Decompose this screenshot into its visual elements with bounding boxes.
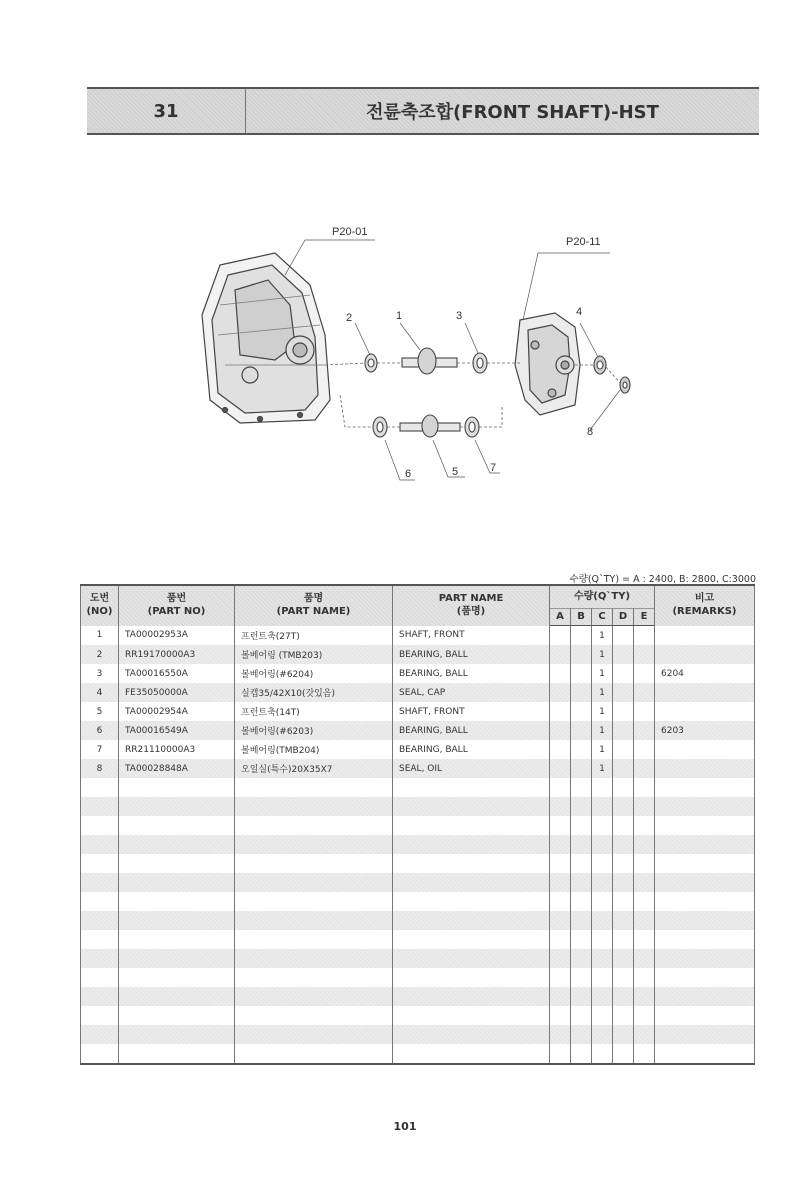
cell-qa (550, 626, 571, 646)
cell-name-en (393, 816, 550, 835)
cell-part-no: TA00016550A (119, 664, 235, 683)
cell-qc (592, 854, 613, 873)
cell-qd (613, 626, 634, 646)
cell-part-no (119, 1044, 235, 1064)
cell-qe (634, 740, 655, 759)
cell-qa (550, 1006, 571, 1025)
cell-qe (634, 911, 655, 930)
cell-qc: 1 (592, 702, 613, 721)
cell-qa (550, 683, 571, 702)
cell-name-en: BEARING, BALL (393, 664, 550, 683)
cell-name-ko (235, 778, 393, 797)
cell-name-ko (235, 1006, 393, 1025)
cell-qe (634, 854, 655, 873)
cell-qc (592, 835, 613, 854)
cell-qb (571, 721, 592, 740)
cell-qa (550, 949, 571, 968)
table-row (81, 797, 755, 816)
cell-name-ko: 볼베어링(#6203) (235, 721, 393, 740)
cell-qa (550, 816, 571, 835)
cell-qa (550, 778, 571, 797)
cell-remarks: 6203 (655, 721, 755, 740)
upper-shaft-assembly (365, 348, 487, 374)
cell-part-no: RR19170000A3 (119, 645, 235, 664)
cell-qb (571, 968, 592, 987)
cell-qe (634, 645, 655, 664)
cell-qb (571, 740, 592, 759)
table-row (81, 740, 755, 759)
cell-remarks (655, 645, 755, 664)
cell-part-no (119, 930, 235, 949)
cell-remarks (655, 1025, 755, 1044)
header-qty-d: D (613, 609, 634, 626)
cell-qc (592, 1006, 613, 1025)
cell-qe (634, 797, 655, 816)
table-row (81, 721, 755, 740)
cell-qc: 1 (592, 683, 613, 702)
cell-qc (592, 1044, 613, 1064)
cell-qb (571, 892, 592, 911)
cell-part-no: TA00016549A (119, 721, 235, 740)
cell-qd (613, 987, 634, 1006)
cell-name-ko (235, 949, 393, 968)
parts-table (80, 584, 755, 1065)
cell-no (81, 968, 119, 987)
cell-qe (634, 835, 655, 854)
header-qty-a: A (550, 609, 571, 626)
cell-name-en: BEARING, BALL (393, 645, 550, 664)
cell-remarks (655, 759, 755, 778)
cell-name-en (393, 873, 550, 892)
cell-name-en (393, 949, 550, 968)
cell-name-ko (235, 968, 393, 987)
header-qty-b: B (571, 609, 592, 626)
cell-name-en (393, 854, 550, 873)
cell-qd (613, 835, 634, 854)
cell-qd (613, 721, 634, 740)
cell-no (81, 892, 119, 911)
cell-name-en: BEARING, BALL (393, 740, 550, 759)
section-title: 전륜축조합(FRONT SHAFT)-HST (366, 102, 659, 123)
cell-qd (613, 930, 634, 949)
cell-part-no (119, 778, 235, 797)
cell-qa (550, 835, 571, 854)
cell-qb (571, 816, 592, 835)
cell-qe (634, 778, 655, 797)
cell-qd (613, 797, 634, 816)
cell-qd (613, 759, 634, 778)
table-row (81, 645, 755, 664)
cell-qa (550, 759, 571, 778)
cell-name-en (393, 797, 550, 816)
cell-name-ko: 프런트축(14T) (235, 702, 393, 721)
cell-no (81, 911, 119, 930)
cell-qb (571, 702, 592, 721)
cell-qc: 1 (592, 664, 613, 683)
cell-qc (592, 949, 613, 968)
cell-name-ko: 오일실(특수)20X35X7 (235, 759, 393, 778)
cell-qb (571, 911, 592, 930)
cell-remarks (655, 797, 755, 816)
cell-name-en (393, 778, 550, 797)
cell-qe (634, 721, 655, 740)
cell-qc (592, 968, 613, 987)
cell-name-ko: 볼베어링 (TMB203) (235, 645, 393, 664)
cell-remarks (655, 778, 755, 797)
cell-qb (571, 1006, 592, 1025)
cell-qc (592, 911, 613, 930)
cell-name-ko: 볼베어링(TMB204) (235, 740, 393, 759)
cell-no (81, 987, 119, 1006)
cell-part-no (119, 873, 235, 892)
label-6: 6 (405, 468, 412, 480)
cell-qa (550, 854, 571, 873)
cell-no: 2 (81, 645, 119, 664)
cell-qa (550, 645, 571, 664)
table-row (81, 1025, 755, 1044)
cell-qd (613, 911, 634, 930)
header-part-name-en: PART NAME (품명) (393, 585, 550, 626)
cell-part-no: TA00002953A (119, 626, 235, 646)
cell-name-ko (235, 930, 393, 949)
label-4: 4 (576, 306, 583, 318)
cell-name-en: SEAL, CAP (393, 683, 550, 702)
cell-qa (550, 797, 571, 816)
cell-no (81, 1025, 119, 1044)
cell-no: 7 (81, 740, 119, 759)
cell-qc (592, 797, 613, 816)
cell-name-en: SHAFT, FRONT (393, 626, 550, 646)
cell-remarks (655, 873, 755, 892)
cell-remarks (655, 892, 755, 911)
cell-name-ko (235, 1044, 393, 1064)
cell-qb (571, 664, 592, 683)
cell-qc (592, 816, 613, 835)
cell-qc (592, 930, 613, 949)
cell-qd (613, 1006, 634, 1025)
cell-qe (634, 873, 655, 892)
cell-name-en (393, 1006, 550, 1025)
cell-qb (571, 1025, 592, 1044)
label-2: 2 (346, 312, 353, 324)
label-p20-11: P20-11 (566, 236, 601, 248)
cell-no (81, 797, 119, 816)
cell-part-no (119, 911, 235, 930)
cell-remarks (655, 740, 755, 759)
cell-name-ko (235, 1025, 393, 1044)
cell-qe (634, 816, 655, 835)
cell-name-en: SHAFT, FRONT (393, 702, 550, 721)
cell-no (81, 873, 119, 892)
cell-qb (571, 949, 592, 968)
page-number: 101 (393, 1120, 417, 1133)
cell-name-ko (235, 987, 393, 1006)
cell-remarks (655, 816, 755, 835)
cell-qe (634, 1044, 655, 1064)
cell-name-ko (235, 835, 393, 854)
cell-qc (592, 778, 613, 797)
table-row (81, 968, 755, 987)
cell-part-no (119, 854, 235, 873)
label-1: 1 (396, 310, 403, 322)
cell-qd (613, 664, 634, 683)
cell-qe (634, 683, 655, 702)
cell-qb (571, 854, 592, 873)
cell-qb (571, 645, 592, 664)
cell-qb (571, 797, 592, 816)
cell-qa (550, 1025, 571, 1044)
cell-part-no (119, 1006, 235, 1025)
cell-qd (613, 1025, 634, 1044)
cell-qa (550, 930, 571, 949)
cell-name-ko (235, 873, 393, 892)
cell-part-no (119, 968, 235, 987)
cell-name-en: BEARING, BALL (393, 721, 550, 740)
cell-no: 4 (81, 683, 119, 702)
cell-qb (571, 626, 592, 646)
label-p20-01: P20-01 (332, 226, 368, 238)
cell-qa (550, 892, 571, 911)
label-5: 5 (452, 466, 459, 478)
cell-qa (550, 740, 571, 759)
cell-qd (613, 645, 634, 664)
table-row (81, 873, 755, 892)
cell-qc: 1 (592, 759, 613, 778)
cell-name-en: SEAL, OIL (393, 759, 550, 778)
section-number: 31 (87, 89, 246, 133)
cell-qa (550, 664, 571, 683)
quantity-note: 수량(Q`TY) = A : 2400, B: 2800, C:3000 (569, 574, 756, 585)
cell-remarks (655, 1006, 755, 1025)
header-part-name-ko: 품명 (PART NAME) (235, 585, 393, 626)
cell-qc: 1 (592, 645, 613, 664)
cell-qa (550, 968, 571, 987)
cell-qe (634, 987, 655, 1006)
cell-qd (613, 702, 634, 721)
cell-qe (634, 930, 655, 949)
cell-qe (634, 1006, 655, 1025)
cell-qa (550, 987, 571, 1006)
cell-remarks (655, 968, 755, 987)
cell-qa (550, 702, 571, 721)
cell-name-ko (235, 816, 393, 835)
cell-name-ko (235, 911, 393, 930)
cell-qe (634, 968, 655, 987)
cell-qb (571, 778, 592, 797)
cell-no: 3 (81, 664, 119, 683)
cell-remarks: 6204 (655, 664, 755, 683)
label-8: 8 (587, 426, 594, 438)
cell-part-no (119, 797, 235, 816)
cell-qe (634, 892, 655, 911)
cell-no (81, 778, 119, 797)
table-row (81, 911, 755, 930)
table-row (81, 835, 755, 854)
cell-qc (592, 1025, 613, 1044)
cell-qa (550, 873, 571, 892)
section-header (87, 87, 759, 135)
cell-qb (571, 835, 592, 854)
cell-qa (550, 721, 571, 740)
cell-qd (613, 816, 634, 835)
cell-no (81, 949, 119, 968)
table-row (81, 987, 755, 1006)
header-qty-c: C (592, 609, 613, 626)
seals (594, 356, 630, 393)
header-part-no: 품번 (PART NO) (119, 585, 235, 626)
label-7: 7 (490, 462, 497, 474)
cell-qc (592, 873, 613, 892)
cell-name-en (393, 1025, 550, 1044)
cell-remarks (655, 854, 755, 873)
cell-remarks (655, 835, 755, 854)
cell-name-ko (235, 854, 393, 873)
table-row (81, 778, 755, 797)
cell-qd (613, 740, 634, 759)
cell-part-no (119, 949, 235, 968)
cell-qe (634, 702, 655, 721)
cell-qc (592, 892, 613, 911)
cell-remarks (655, 911, 755, 930)
table-row (81, 1006, 755, 1025)
cell-part-no: RR21110000A3 (119, 740, 235, 759)
cell-qc (592, 987, 613, 1006)
cell-qb (571, 987, 592, 1006)
cell-name-ko (235, 892, 393, 911)
cell-remarks (655, 1044, 755, 1064)
cell-no (81, 835, 119, 854)
cell-part-no (119, 835, 235, 854)
cell-name-ko: 프런트축(27T) (235, 626, 393, 646)
cell-name-en (393, 835, 550, 854)
cell-name-en (393, 1044, 550, 1064)
cell-remarks (655, 930, 755, 949)
cell-no: 1 (81, 626, 119, 646)
lower-shaft-assembly (373, 415, 479, 437)
cell-name-en (393, 968, 550, 987)
cell-qe (634, 1025, 655, 1044)
table-row (81, 892, 755, 911)
cell-part-no (119, 892, 235, 911)
cell-qe (634, 759, 655, 778)
table-row (81, 683, 755, 702)
cell-qe (634, 626, 655, 646)
cell-remarks (655, 626, 755, 646)
cell-qe (634, 949, 655, 968)
cell-part-no (119, 1025, 235, 1044)
cell-qc: 1 (592, 740, 613, 759)
cell-qd (613, 873, 634, 892)
cell-part-no: TA00002954A (119, 702, 235, 721)
cell-name-en (393, 987, 550, 1006)
table-row (81, 854, 755, 873)
cell-qb (571, 873, 592, 892)
exploded-parts-diagram (180, 215, 650, 505)
cell-qd (613, 778, 634, 797)
cell-qa (550, 911, 571, 930)
cell-qa (550, 1044, 571, 1064)
table-row (81, 759, 755, 778)
cell-qb (571, 683, 592, 702)
cell-qd (613, 1044, 634, 1064)
header-qty-e: E (634, 609, 655, 626)
cell-remarks (655, 683, 755, 702)
cell-qb (571, 759, 592, 778)
cell-part-no: FE35050000A (119, 683, 235, 702)
table-row (81, 930, 755, 949)
cell-no (81, 1006, 119, 1025)
cell-qd (613, 854, 634, 873)
cell-qc: 1 (592, 721, 613, 740)
cell-part-no (119, 987, 235, 1006)
cell-qe (634, 664, 655, 683)
cell-part-no: TA00028848A (119, 759, 235, 778)
cell-qb (571, 930, 592, 949)
header-qty: 수량(Q`TY) (550, 585, 655, 609)
cell-qd (613, 683, 634, 702)
cell-no: 6 (81, 721, 119, 740)
cell-part-no (119, 816, 235, 835)
table-row (81, 816, 755, 835)
cell-name-en (393, 911, 550, 930)
cell-qd (613, 968, 634, 987)
cell-no (81, 854, 119, 873)
cell-no (81, 1044, 119, 1064)
table-row (81, 1044, 755, 1064)
cell-name-en (393, 892, 550, 911)
cell-qb (571, 1044, 592, 1064)
cell-name-ko: 볼베어링(#6204) (235, 664, 393, 683)
cell-remarks (655, 702, 755, 721)
table-row (81, 664, 755, 683)
cell-no: 5 (81, 702, 119, 721)
header-remarks: 비고 (REMARKS) (655, 585, 755, 626)
table-row (81, 949, 755, 968)
table-row (81, 702, 755, 721)
table-row (81, 626, 755, 646)
left-housing-illustration (202, 253, 330, 423)
cell-qd (613, 949, 634, 968)
cell-qc: 1 (592, 626, 613, 646)
cell-qd (613, 892, 634, 911)
header-no: 도번 (NO) (81, 585, 119, 626)
cell-remarks (655, 949, 755, 968)
right-housing-illustration (515, 313, 580, 415)
cell-name-en (393, 930, 550, 949)
cell-name-ko (235, 797, 393, 816)
cell-no (81, 816, 119, 835)
cell-remarks (655, 987, 755, 1006)
cell-name-ko: 실캡35/42X10(갓있음) (235, 683, 393, 702)
label-3: 3 (456, 310, 463, 322)
cell-no: 8 (81, 759, 119, 778)
cell-no (81, 930, 119, 949)
